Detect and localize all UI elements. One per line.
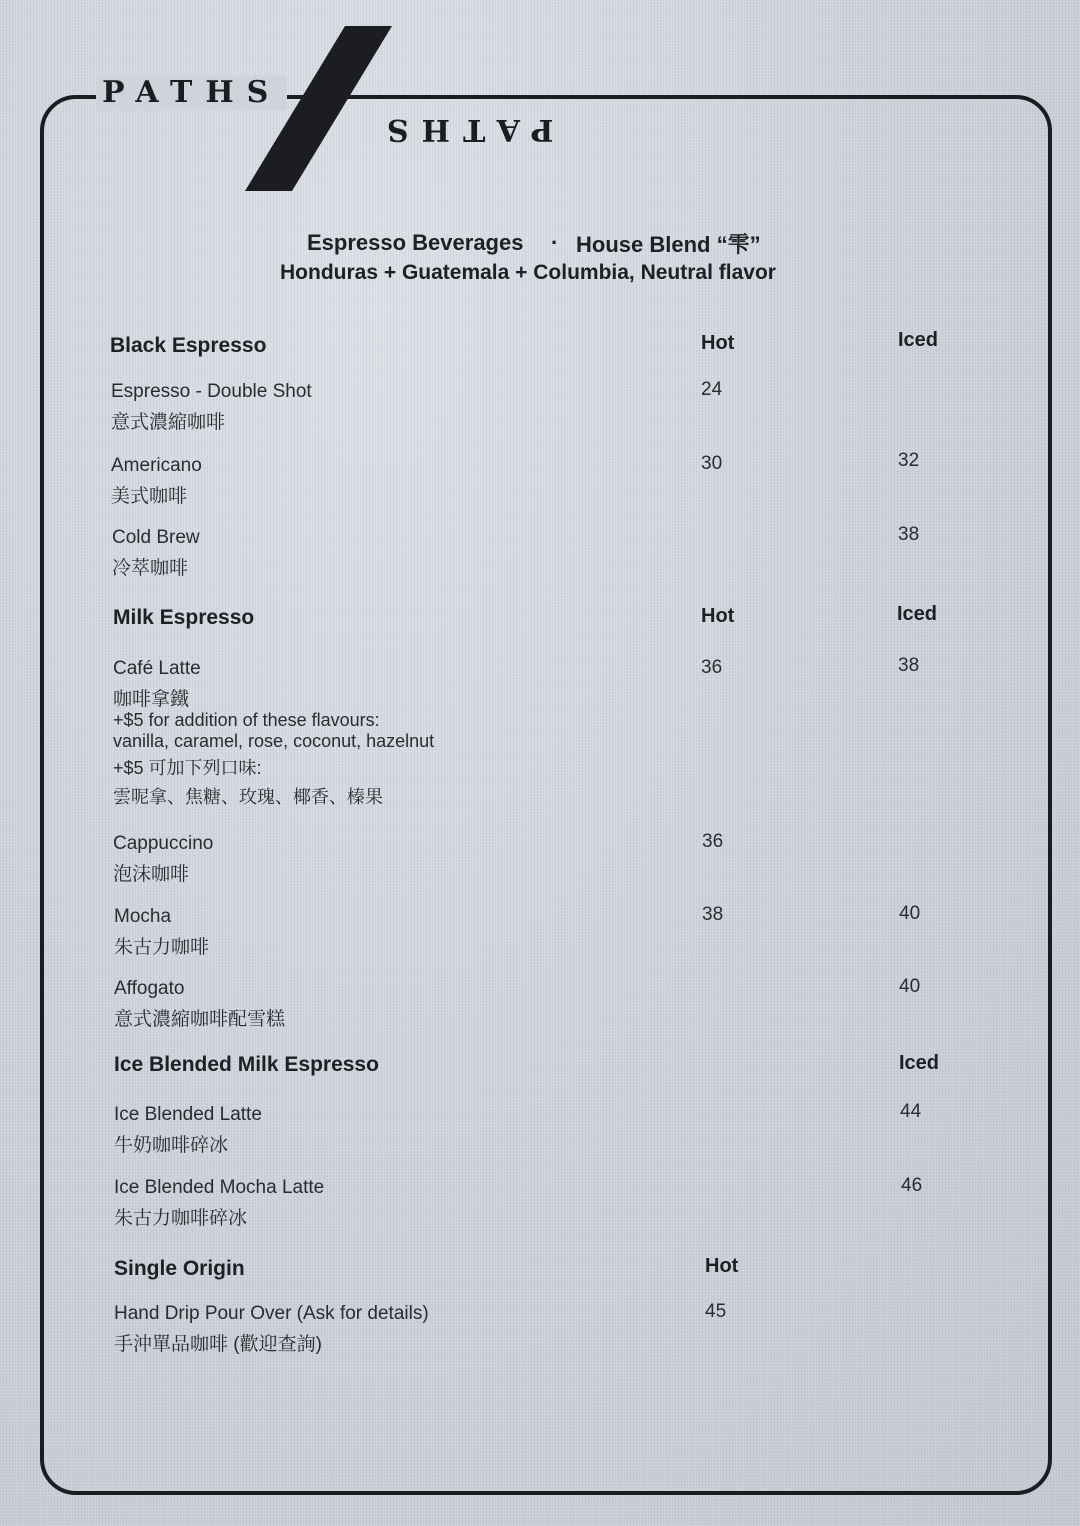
price-hot-americano: 30	[701, 453, 723, 474]
price-hot-mocha: 38	[702, 904, 724, 925]
price-hot-espresso: 24	[701, 379, 723, 400]
item-zh-ice-blended-mocha: 朱古力咖啡碎冰	[114, 1208, 248, 1229]
col-iced-black: Iced	[898, 329, 939, 351]
price-hot-cappuccino: 36	[702, 831, 724, 852]
col-hot-single-origin: Hot	[705, 1255, 739, 1277]
header-title-right: House Blend “雫”	[576, 232, 761, 257]
header-subtitle: Honduras + Guatemala + Columbia, Neutral flavor	[280, 261, 776, 284]
price-iced-cafe-latte: 38	[898, 655, 920, 676]
section-title-ice-blended: Ice Blended Milk Espresso	[114, 1053, 379, 1076]
price-iced-affogato: 40	[899, 976, 921, 997]
item-zh-affogato: 意式濃縮咖啡配雪糕	[114, 1009, 286, 1030]
price-iced-americano: 32	[898, 450, 920, 471]
item-zh-ice-blended-latte: 牛奶咖啡碎冰	[114, 1135, 229, 1156]
price-iced-cold-brew: 38	[898, 524, 920, 545]
logo-top: PATHS	[96, 76, 287, 110]
item-en-espresso: Espresso - Double Shot	[111, 381, 312, 402]
section-title-single-origin: Single Origin	[114, 1257, 245, 1280]
item-zh-americano: 美式咖啡	[111, 486, 188, 507]
item-en-mocha: Mocha	[114, 906, 172, 927]
item-en-affogato: Affogato	[114, 978, 185, 999]
col-hot-milk: Hot	[701, 605, 735, 627]
logo-bottom-inverted: PATHS	[374, 112, 554, 147]
header-title-left: Espresso Beverages	[307, 230, 524, 255]
section-title-milk-espresso: Milk Espresso	[113, 606, 255, 629]
col-hot-black: Hot	[701, 332, 735, 354]
item-zh-mocha: 朱古力咖啡	[114, 937, 210, 958]
item-en-ice-blended-mocha: Ice Blended Mocha Latte	[114, 1177, 325, 1198]
item-en-cold-brew: Cold Brew	[112, 527, 200, 548]
section-title-black-espresso: Black Espresso	[110, 334, 267, 357]
price-hot-hand-drip: 45	[705, 1301, 727, 1322]
item-zh-espresso: 意式濃縮咖啡	[111, 412, 226, 433]
item-zh-cold-brew: 冷萃咖啡	[112, 558, 189, 579]
item-zh-cafe-latte: 咖啡拿鐵	[113, 689, 190, 710]
price-iced-ice-blended-latte: 44	[900, 1101, 922, 1122]
col-iced-blended: Iced	[899, 1052, 940, 1074]
item-en-hand-drip: Hand Drip Pour Over (Ask for details)	[114, 1303, 429, 1324]
price-iced-ice-blended-mocha: 46	[901, 1175, 923, 1196]
item-en-ice-blended-latte: Ice Blended Latte	[114, 1104, 262, 1125]
item-zh-hand-drip: 手沖單品咖啡 (歡迎查詢)	[114, 1334, 322, 1355]
col-iced-milk: Iced	[897, 603, 938, 625]
item-en-cappuccino: Cappuccino	[113, 833, 214, 854]
item-en-cafe-latte: Café Latte	[113, 658, 201, 679]
item-zh-cappuccino: 泡沫咖啡	[113, 864, 190, 885]
latte-flavour-note-en-2: vanilla, caramel, rose, coconut, hazelnut	[113, 731, 435, 751]
price-iced-mocha: 40	[899, 903, 921, 924]
latte-flavour-note-en-1: +$5 for addition of these flavours:	[113, 710, 380, 730]
header-separator: ·	[551, 230, 559, 255]
latte-flavour-note-zh-2: 雲呢拿、焦糖、玫瑰、椰香、榛果	[113, 787, 383, 807]
price-hot-cafe-latte: 36	[701, 657, 723, 678]
latte-flavour-note-zh-1: +$5 可加下列口味:	[113, 758, 262, 778]
item-en-americano: Americano	[111, 455, 202, 476]
